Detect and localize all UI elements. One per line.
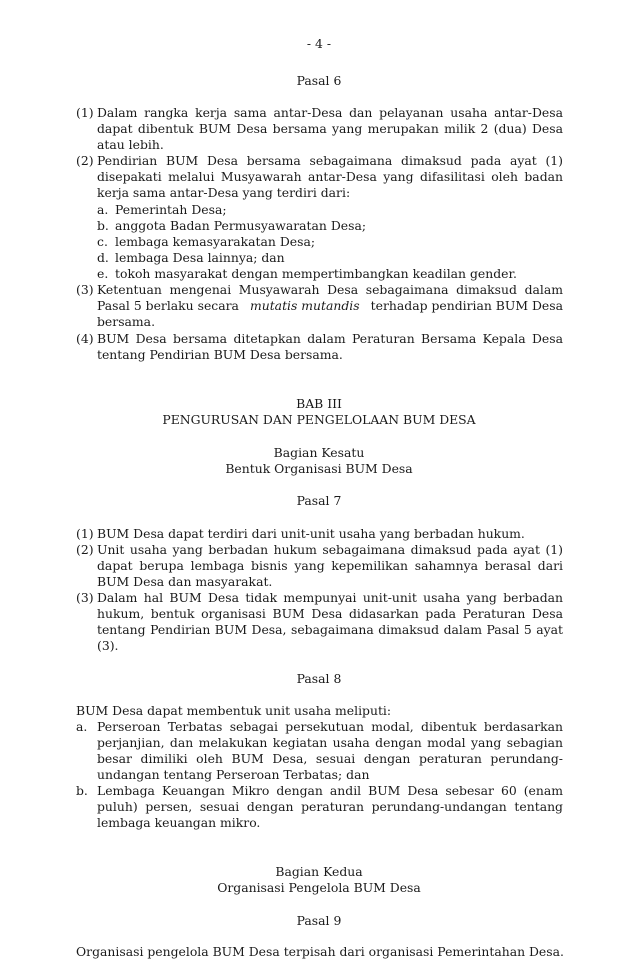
item-text-line: Dalam hal BUM Desa tidak mempunyai unit-unit usaha yang berbadan — [97, 590, 563, 605]
subitem-text: anggota Badan Permusyawaratan Desa; — [115, 218, 367, 233]
item-text-line: Unit usaha yang berbadan hukum sebagaimana dimaksud pada ayat (1) — [97, 542, 563, 557]
item-text-line: undangan tentang Perseroan Terbatas; dan — [97, 767, 370, 782]
subitem-label: b. — [97, 218, 109, 233]
item-text-line: Perseroan Terbatas sebagai persekutuan modal, dibentuk berdasarkan — [97, 719, 563, 734]
subitem-label: c. — [97, 234, 108, 249]
item-label: a. — [76, 719, 88, 734]
item-text-line: BUM Desa dan masyarakat. — [97, 574, 273, 589]
bagian-kedua-heading: Bagian Kedua — [275, 864, 363, 879]
bagian-kesatu-heading: Bagian Kesatu — [273, 445, 365, 460]
item-text-line: tentang Pendirian BUM Desa bersama. — [97, 347, 343, 362]
item-text-line: besar dimiliki oleh BUM Desa, sesuai dengan peraturan perundang- — [97, 751, 563, 766]
italic-phrase: mutatis mutandis — [249, 298, 360, 313]
item-label: (3) — [76, 590, 94, 605]
subitem-text: lembaga Desa lainnya; dan — [115, 250, 285, 265]
pasal-8-heading: Pasal 8 — [296, 671, 342, 686]
pasal-7-heading: Pasal 7 — [296, 493, 342, 508]
item-text-line: dapat berupa lembaga bisnis yang kepemilikan sahamnya berasal dari — [97, 558, 563, 573]
item-text-line: (3). — [97, 638, 119, 653]
subitem-label: a. — [97, 202, 109, 217]
item-label: (1) — [76, 526, 94, 541]
item-label: (3) — [76, 282, 94, 297]
item-text-line: lembaga keuangan mikro. — [97, 815, 261, 830]
item-text-line: Lembaga Keuangan Mikro dengan andil BUM Desa sebesar 60 (enam — [97, 783, 563, 798]
bab-number: BAB III — [296, 396, 342, 411]
item-label: (2) — [76, 153, 94, 168]
item-text-line: Pendirian BUM Desa bersama sebagaimana dimaksud pada ayat (1) — [97, 153, 563, 168]
text-run: Pasal 5 berlaku secara — [97, 298, 239, 313]
item-text-line: bersama. — [97, 314, 156, 329]
pasal-6-heading: Pasal 6 — [296, 73, 342, 88]
item-text-line: kerja sama antar-Desa yang terdiri dari: — [97, 185, 351, 200]
bab-title: PENGURUSAN DAN PENGELOLAAN BUM DESA — [162, 412, 476, 427]
pasal-9-heading: Pasal 9 — [296, 913, 342, 928]
item-label: b. — [76, 783, 88, 798]
item-text-line: perjanjian, dan melakukan kegiatan usaha dengan modal yang sebagian — [97, 735, 563, 750]
item-text-line: BUM Desa bersama ditetapkan dalam Peraturan Bersama Kepala Desa — [97, 331, 563, 346]
subitem-text: Pemerintah Desa; — [115, 202, 227, 217]
subitem-text: tokoh masyarakat dengan mempertimbangkan keadilan gender. — [115, 266, 517, 281]
item-text-line: puluh) persen, sesuai dengan peraturan perundang-undangan tentang — [97, 799, 563, 814]
item-text-line: tentang Pendirian BUM Desa, sebagaimana dimaksud dalam Pasal 5 ayat — [97, 622, 563, 637]
page-number: - 4 - — [306, 36, 332, 51]
bagian-kesatu-title: Bentuk Organisasi BUM Desa — [225, 461, 413, 476]
item-text-line: hukum, bentuk organisasi BUM Desa didasarkan pada Peraturan Desa — [97, 606, 563, 621]
subitem-text: lembaga kemasyarakatan Desa; — [115, 234, 316, 249]
item-label: (4) — [76, 331, 94, 346]
item-text-line: atau lebih. — [97, 137, 164, 152]
item-text-line: Dalam rangka kerja sama antar-Desa dan pelayanan usaha antar-Desa — [97, 105, 563, 120]
subitem-label: e. — [97, 266, 109, 281]
item-text-line: BUM Desa dapat terdiri dari unit-unit usaha yang berbadan hukum. — [97, 526, 525, 541]
item-text-line: Ketentuan mengenai Musyawarah Desa sebagaimana dimaksud dalam — [97, 282, 563, 297]
item-text-line: disepakati melalui Musyawarah antar-Desa yang difasilitasi oleh badan — [97, 169, 563, 184]
item-label: (1) — [76, 105, 94, 120]
pasal-9-text: Organisasi pengelola BUM Desa terpisah dari organisasi Pemerintahan Desa. — [76, 944, 564, 959]
text-run: terhadap pendirian BUM Desa — [370, 298, 563, 313]
subitem-label: d. — [97, 250, 109, 265]
bagian-kedua-title: Organisasi Pengelola BUM Desa — [217, 880, 421, 895]
item-label: (2) — [76, 542, 94, 557]
item-text-line: dapat dibentuk BUM Desa bersama yang merupakan milik 2 (dua) Desa — [97, 121, 563, 136]
item-text-line — [97, 298, 563, 315]
pasal-8-intro: BUM Desa dapat membentuk unit usaha meliputi: — [76, 703, 392, 718]
